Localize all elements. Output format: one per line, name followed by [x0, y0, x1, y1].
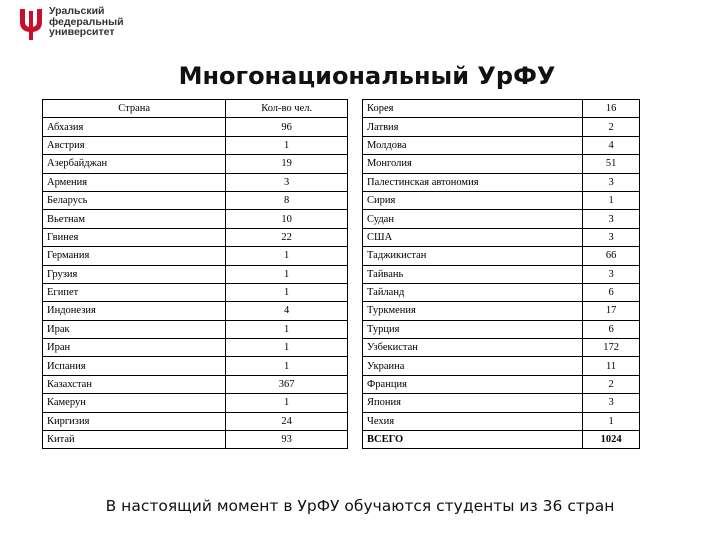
- table-row: [363, 191, 640, 209]
- country-cell: Корея: [363, 100, 583, 118]
- table-row: [43, 247, 348, 265]
- country-cell: Сирия: [363, 191, 583, 209]
- table-row: [43, 302, 348, 320]
- count-cell: 1: [226, 283, 348, 301]
- total-value: 1024: [583, 431, 640, 449]
- logo-line-1: Уральский: [49, 5, 105, 17]
- table-row: [363, 339, 640, 357]
- count-cell: 1: [226, 339, 348, 357]
- count-cell: 66: [583, 247, 640, 265]
- count-cell: 93: [226, 431, 348, 449]
- count-cell: 2: [583, 375, 640, 393]
- country-cell: Индонезия: [43, 302, 226, 320]
- table-row: [43, 412, 348, 430]
- table-row: [43, 320, 348, 338]
- country-cell: Тайланд: [363, 283, 583, 301]
- count-cell: 1: [583, 191, 640, 209]
- table-header-row: [43, 100, 348, 118]
- count-cell: 17: [583, 302, 640, 320]
- country-cell: Египет: [43, 283, 226, 301]
- table-row: [43, 228, 348, 246]
- count-cell: 8: [226, 191, 348, 209]
- count-cell: 16: [583, 100, 640, 118]
- count-cell: 4: [226, 302, 348, 320]
- country-cell: Украина: [363, 357, 583, 375]
- count-cell: 3: [583, 265, 640, 283]
- country-cell: Беларусь: [43, 191, 226, 209]
- count-cell: 1: [226, 357, 348, 375]
- logo-text: [49, 6, 124, 38]
- table-row: [43, 118, 348, 136]
- count-cell: 367: [226, 375, 348, 393]
- table-row: [363, 136, 640, 154]
- country-cell: Гвинея: [43, 228, 226, 246]
- count-cell: 24: [226, 412, 348, 430]
- table-row: [363, 118, 640, 136]
- count-cell: 3: [226, 173, 348, 191]
- table-row: [43, 394, 348, 412]
- table-row: [363, 173, 640, 191]
- country-cell: Камерун: [43, 394, 226, 412]
- left-country-table: [42, 99, 348, 449]
- table-row: [43, 155, 348, 173]
- country-cell: Азербайджан: [43, 155, 226, 173]
- total-row: [363, 431, 640, 449]
- count-cell: 19: [226, 155, 348, 173]
- count-cell: 1: [226, 265, 348, 283]
- table-row: [363, 210, 640, 228]
- count-cell: 3: [583, 210, 640, 228]
- count-cell: 96: [226, 118, 348, 136]
- count-cell: 3: [583, 228, 640, 246]
- table-row: [363, 228, 640, 246]
- country-cell: Латвия: [363, 118, 583, 136]
- right-country-table: [362, 99, 640, 449]
- count-cell: 6: [583, 320, 640, 338]
- count-cell: 4: [583, 136, 640, 154]
- count-cell: 3: [583, 173, 640, 191]
- country-cell: Австрия: [43, 136, 226, 154]
- count-cell: 172: [583, 339, 640, 357]
- count-cell: 6: [583, 283, 640, 301]
- table-row: [363, 247, 640, 265]
- urfu-logo-icon: [18, 6, 44, 40]
- country-cell: Армения: [43, 173, 226, 191]
- table-row: [43, 173, 348, 191]
- country-cell: Ирак: [43, 320, 226, 338]
- country-cell: Таджикистан: [363, 247, 583, 265]
- country-cell: Монголия: [363, 155, 583, 173]
- table-row: [363, 100, 640, 118]
- count-cell: 1: [226, 394, 348, 412]
- header-country: Страна: [43, 100, 226, 118]
- country-cell: США: [363, 228, 583, 246]
- table-row: [363, 375, 640, 393]
- table-row: [363, 412, 640, 430]
- country-cell: Абхазия: [43, 118, 226, 136]
- country-cell: Молдова: [363, 136, 583, 154]
- country-cell: Грузия: [43, 265, 226, 283]
- table-row: [43, 283, 348, 301]
- count-cell: 51: [583, 155, 640, 173]
- header-count: Кол-во чел.: [226, 100, 348, 118]
- country-cell: Киргизия: [43, 412, 226, 430]
- country-cell: Китай: [43, 431, 226, 449]
- country-cell: Япония: [363, 394, 583, 412]
- country-cell: Испания: [43, 357, 226, 375]
- country-cell: Казахстан: [43, 375, 226, 393]
- table-row: [43, 357, 348, 375]
- country-cell: Узбекистан: [363, 339, 583, 357]
- urfu-logo: [18, 6, 124, 40]
- table-row: [363, 155, 640, 173]
- logo-line-2: федеральный: [49, 15, 124, 28]
- total-label: ВСЕГО: [363, 431, 583, 449]
- count-cell: 1: [226, 320, 348, 338]
- country-cell: Палестинская автономия: [363, 173, 583, 191]
- count-cell: 1: [226, 247, 348, 265]
- page-title: Многонациональный УрФУ: [178, 62, 556, 90]
- count-cell: 10: [226, 210, 348, 228]
- count-cell: 11: [583, 357, 640, 375]
- count-cell: 1: [583, 412, 640, 430]
- count-cell: 2: [583, 118, 640, 136]
- country-cell: Туркмения: [363, 302, 583, 320]
- table-row: [363, 302, 640, 320]
- table-row: [43, 431, 348, 449]
- country-cell: Вьетнам: [43, 210, 226, 228]
- count-cell: 1: [226, 136, 348, 154]
- logo-line-3: университет: [49, 26, 115, 38]
- footer-note: В настоящий момент в УрФУ обучаются студенты из 36 стран: [105, 497, 615, 515]
- table-row: [363, 357, 640, 375]
- table-row: [363, 320, 640, 338]
- table-row: [363, 394, 640, 412]
- count-cell: 22: [226, 228, 348, 246]
- table-row: [43, 210, 348, 228]
- country-cell: Франция: [363, 375, 583, 393]
- country-cell: Тайвань: [363, 265, 583, 283]
- table-row: [363, 265, 640, 283]
- country-cell: Турция: [363, 320, 583, 338]
- table-row: [43, 339, 348, 357]
- country-cell: Судан: [363, 210, 583, 228]
- table-row: [43, 375, 348, 393]
- count-cell: 3: [583, 394, 640, 412]
- country-cell: Германия: [43, 247, 226, 265]
- country-cell: Чехия: [363, 412, 583, 430]
- table-row: [43, 191, 348, 209]
- table-row: [363, 283, 640, 301]
- country-cell: Иран: [43, 339, 226, 357]
- table-row: [43, 136, 348, 154]
- table-row: [43, 265, 348, 283]
